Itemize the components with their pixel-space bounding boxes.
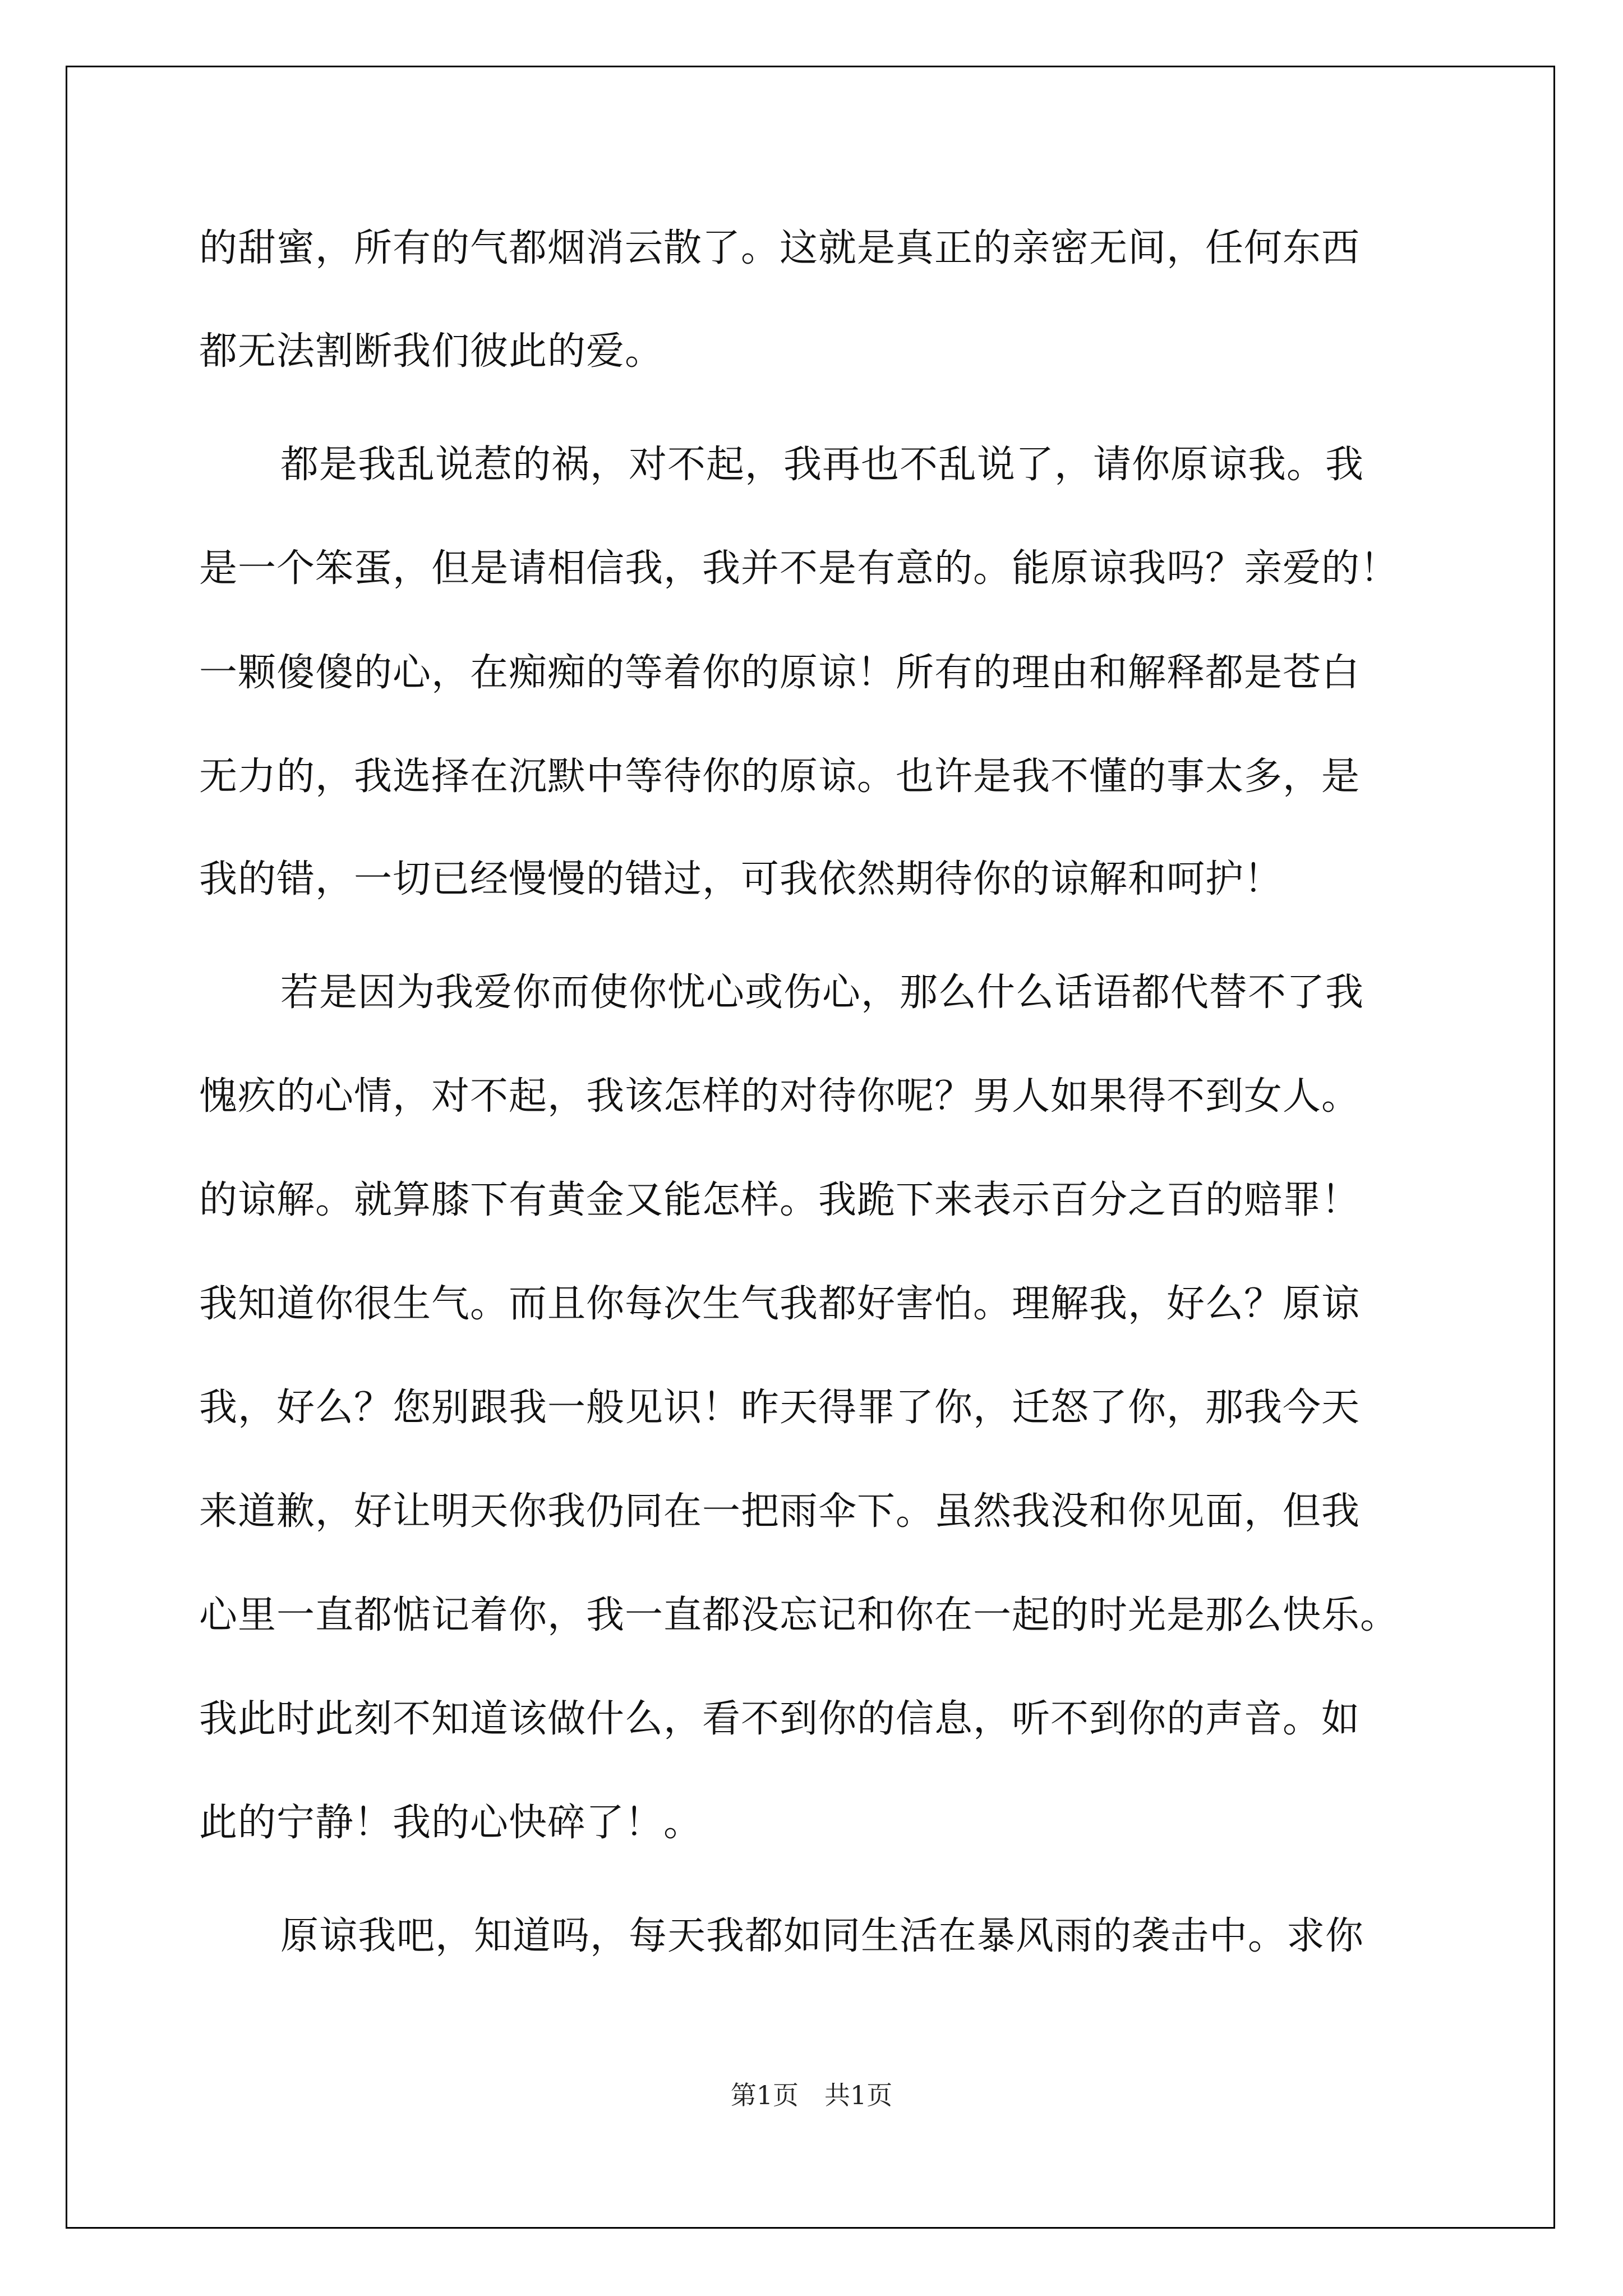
text-line: 此的宁静！我的心快碎了！。 [199, 1801, 703, 1845]
text-line: 的甜蜜，所有的气都烟消云散了。这就是真正的亲密无间，任何东西 [199, 226, 1361, 270]
text-line: 我此时此刻不知道该做什么，看不到你的信息，听不到你的声音。如 [199, 1697, 1361, 1741]
text-line: 原谅我吧，知道吗，每天我都如同生活在暴风雨的袭击中。求你 [280, 1914, 1364, 1958]
text-line: 无力的，我选择在沉默中等待你的原谅。也许是我不懂的事太多，是 [199, 754, 1361, 799]
text-line: 一颗傻傻的心，在痴痴的等着你的原谅！所有的理由和解释都是苍白 [199, 651, 1361, 695]
text-line: 都是我乱说惹的祸，对不起，我再也不乱说了，请你原谅我。我 [280, 443, 1364, 487]
text-line: 心里一直都惦记着你，我一直都没忘记和你在一起的时光是那么快乐。 [199, 1593, 1399, 1637]
text-line: 愧疚的心情，对不起，我该怎样的对待你呢？男人如果得不到女人。 [199, 1074, 1361, 1119]
text-line: 是一个笨蛋，但是请相信我，我并不是有意的。能原谅我吗？亲爱的！ [199, 546, 1399, 591]
text-line: 我的错，一切已经慢慢的错过，可我依然期待你的谅解和呵护！ [199, 857, 1283, 901]
text-line: 我知道你很生气。而且你每次生气我都好害怕。理解我，好么？原谅 [199, 1282, 1361, 1326]
text-line: 我，好么？您别跟我一般见识！昨天得罪了你，迁怒了你，那我今天 [199, 1386, 1361, 1430]
page-number: 第1页 共1页 [730, 2080, 893, 2110]
text-line: 来道歉，好让明天你我仍同在一把雨伞下。虽然我没和你见面，但我 [199, 1489, 1361, 1534]
text-line: 都无法割断我们彼此的爱。 [199, 329, 664, 374]
text-line: 若是因为我爱你而使你忧心或伤心，那么什么话语都代替不了我 [280, 970, 1364, 1015]
text-line: 的谅解。就算膝下有黄金又能怎样。我跪下来表示百分之百的赔罪！ [199, 1178, 1361, 1222]
